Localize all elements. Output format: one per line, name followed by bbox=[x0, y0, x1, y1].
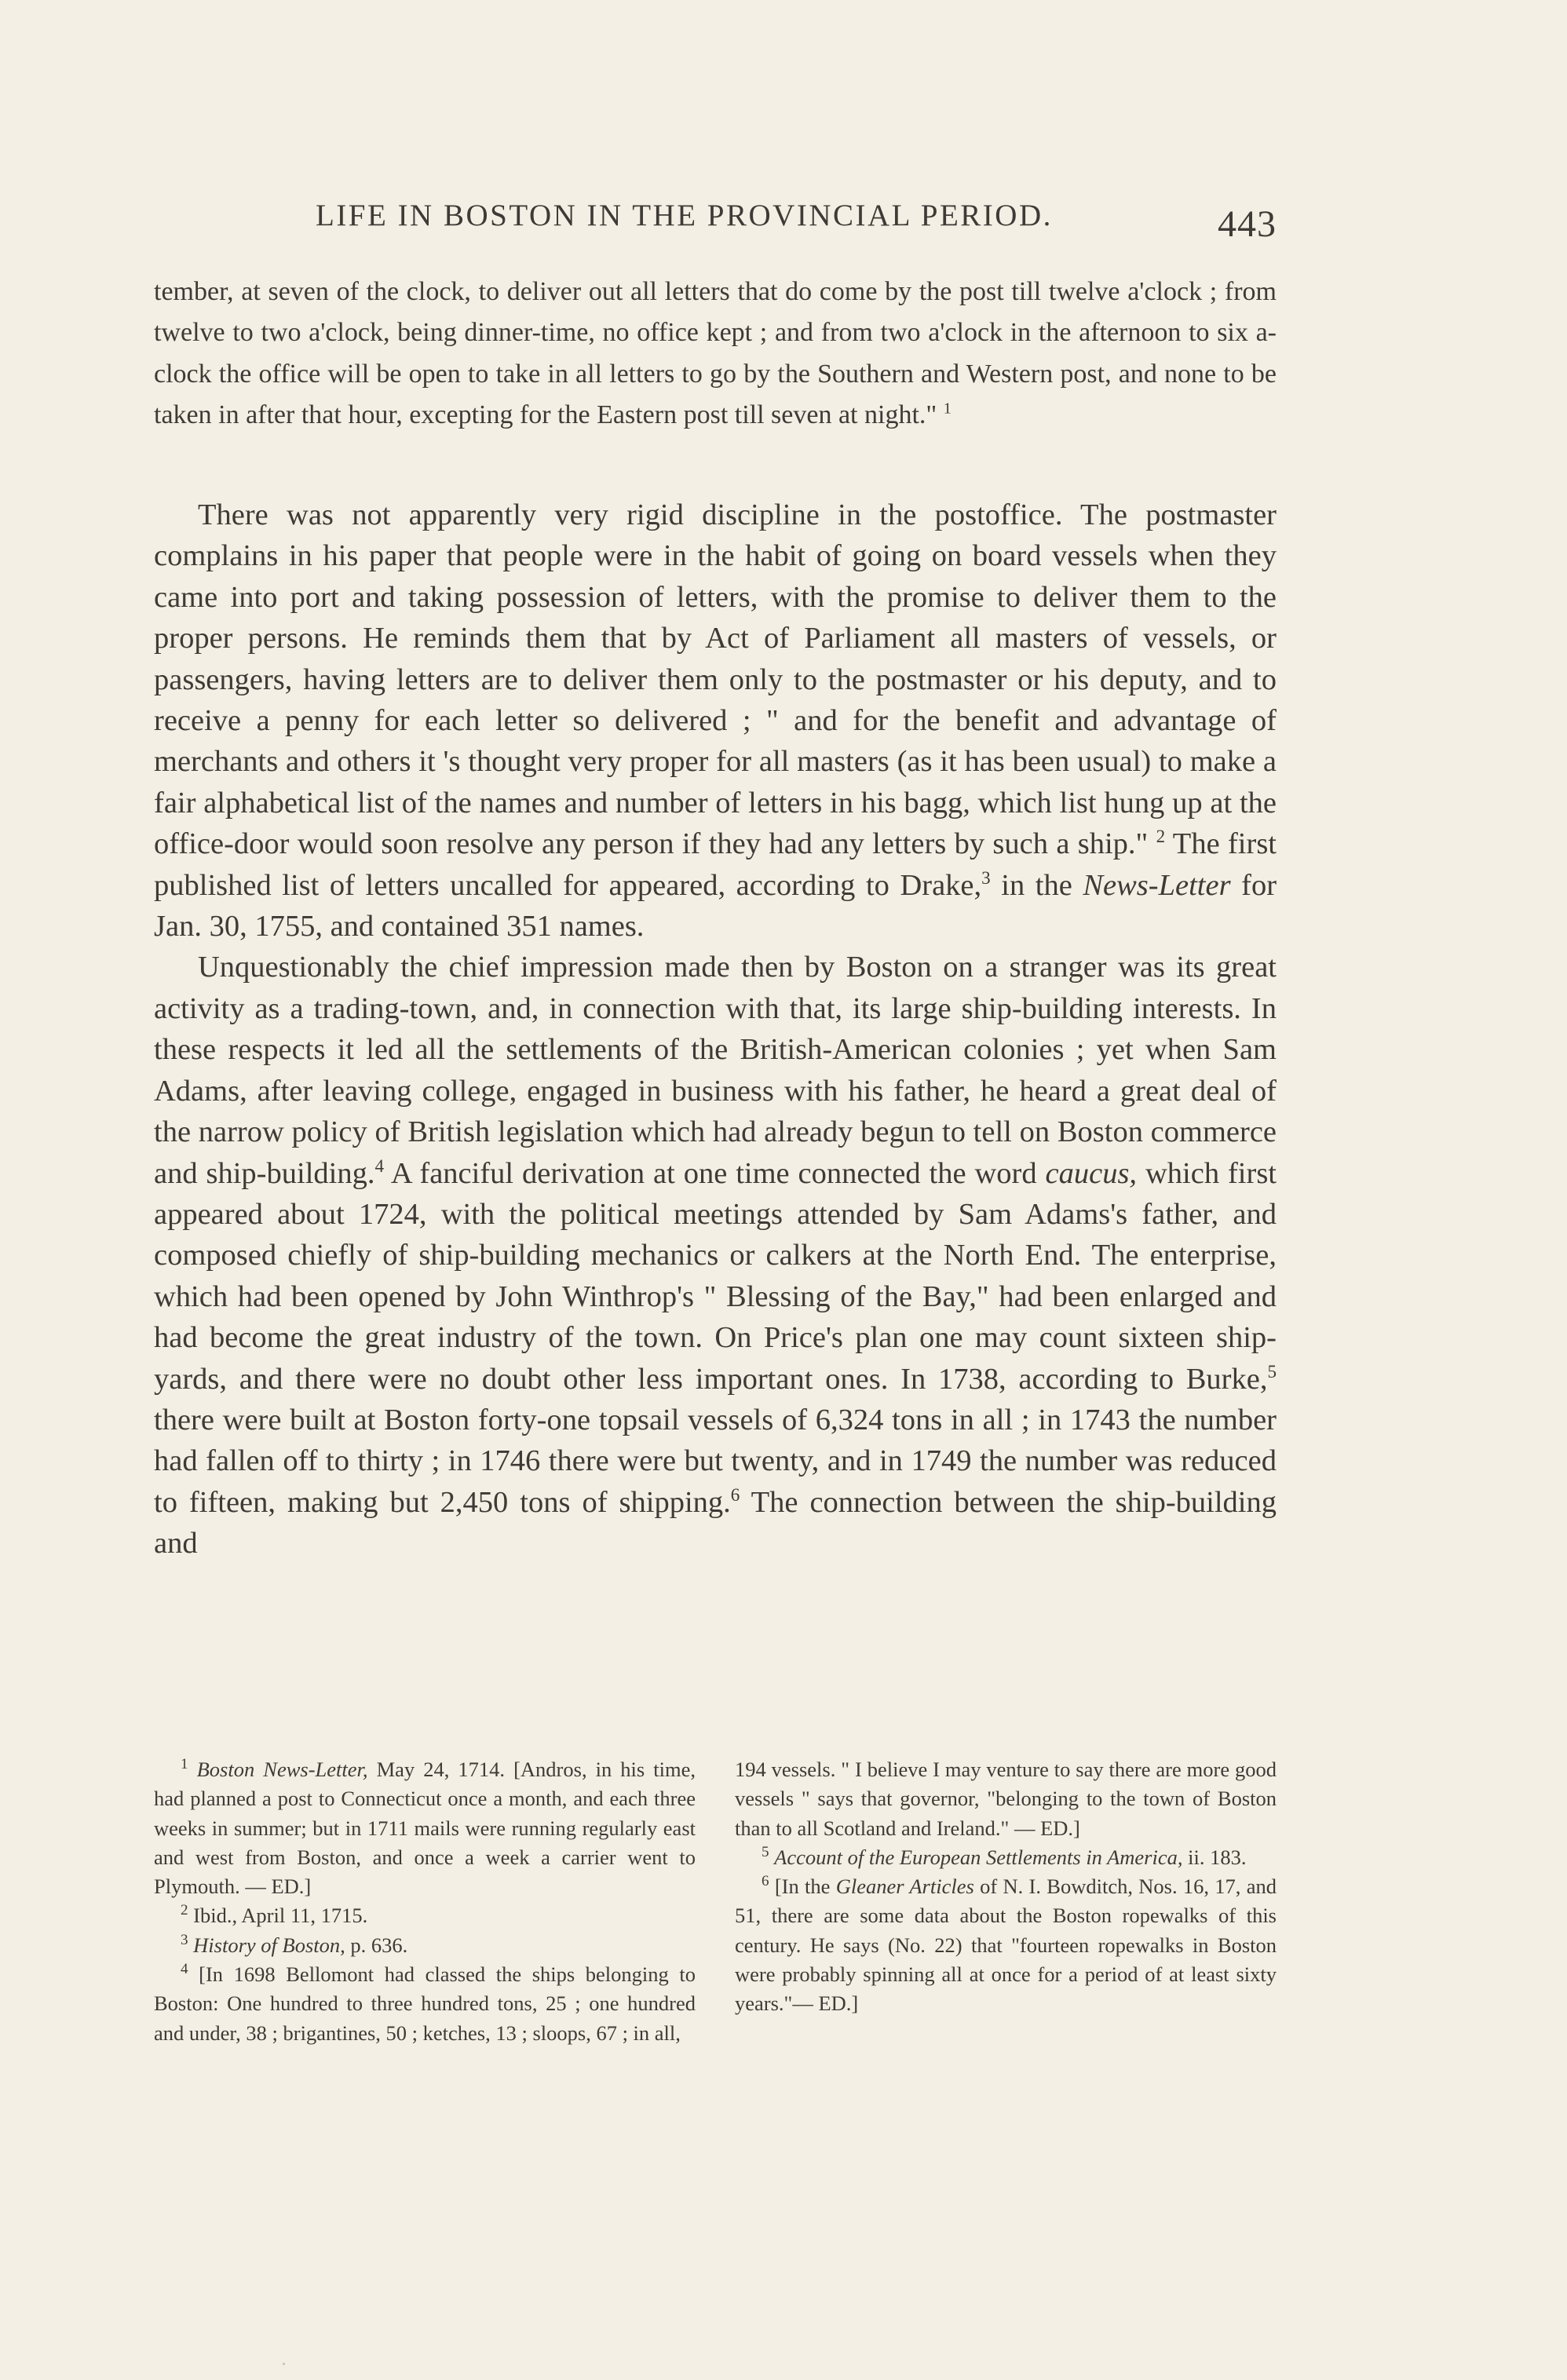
footnote-marker: 6 bbox=[762, 1873, 769, 1890]
paragraph-1-text-b: The first published list of letters uncalled for appeared, according to Drake, bbox=[154, 827, 1277, 902]
footnote-ref-1: 1 bbox=[943, 400, 952, 418]
footnote-marker: 4 bbox=[181, 1961, 188, 1978]
footnote-marker: 3 bbox=[181, 1931, 188, 1948]
paragraph-2-text-d: there were built at Boston forty-one topsail vessels of 6,324 tons in all ; in 1743 the number had fallen off to thirty ; in 1746 there were but twenty, and in 1749 the number was reduced to fifteen, making but 2,450 tons of shipping. bbox=[154, 1403, 1277, 1519]
running-title: LIFE IN BOSTON IN THE PROVINCIAL PERIOD. bbox=[316, 199, 1053, 232]
paragraph-2-text-e: The connection between the ship-building and bbox=[154, 1485, 1277, 1561]
footnote-2 bbox=[154, 1901, 696, 1930]
paragraph-2-text-c: which first appeared about 1724, with the political meetings attended by Sam Adams's father, and composed chiefly of ship-building mechanics or calkers at the North End. The enterprise, which had been opened by John Winthrop's " Blessing of the Bay," had been enlarged and had become the great industry of the town. On Price's plan one may count sixteen ship-yards, and there were no doubt other less important ones. In 1738, according to Burke, bbox=[154, 1156, 1277, 1396]
footnote-marker: 1 bbox=[181, 1756, 188, 1773]
footnotes bbox=[154, 1755, 1277, 2048]
paragraph-1-text-a: There was not apparently very rigid discipline in the postoffice. The postmaster complains in his paper that people were in the habit of going on board vessels when they came into port and taking possession of letters, with the promise to deliver them to the proper persons. He reminds them that by Act of Parliament all masters of vessels, or passengers, having letters are to deliver them only to the postmaster or his deputy, and to receive a penny for each letter so delivered ; " and for the benefit and advantage of merchants and others it 's thought very proper for all masters (as it has been usual) to make a fair alphabetical list of the names and number of letters in his bagg, which list hung up at the office-door would soon resolve any person if they had any letters by such a ship." bbox=[154, 498, 1277, 861]
footnote-ref-2: 2 bbox=[1156, 826, 1166, 847]
footnotes-right-column bbox=[735, 1755, 1277, 2048]
footnote-3 bbox=[154, 1931, 696, 1960]
paragraph-2-text-b: A fanciful derivation at one time connected the word bbox=[390, 1156, 1037, 1190]
footnote-marker: 2 bbox=[181, 1902, 188, 1919]
paragraph-1-text-c: in the bbox=[1001, 868, 1072, 902]
footnote-ref-5: 5 bbox=[1267, 1360, 1277, 1382]
footnote-marker: 5 bbox=[762, 1844, 769, 1861]
lead-text: tember, at seven of the clock, to deliver out all letters that do come by the post till twelve a'clock ; from twelve to two a'clock, being dinner-time, no office kept ; and from two a'clock in the afternoon to six a-clock the office will be open to take in all letters to go by the Southern and Western post, and none to be taken in after that hour, excepting for the Eastern post till seven at night." bbox=[154, 277, 1277, 429]
footnote-4-text: [In 1698 Bellomont had classed the ships belonging to Boston: One hundred to three hundred tons, 25 ; one hundred and under, 38 ; brigantines, 50 ; ketches, 13 ; sloops, 67 ; in all, bbox=[154, 1962, 696, 2045]
footnote-1-text: May 24, 1714. [Andros, in his time, had planned a post to Connecticut once a month, and each three weeks in summer; but in 1711 mails were running regularly east and west from Boston, and once a week a carrier went to Plymouth. — ED.] bbox=[154, 1758, 696, 1899]
footnote-1-source: Boston News-Letter, bbox=[196, 1758, 368, 1781]
footnote-ref-4: 4 bbox=[374, 1155, 385, 1176]
footnote-1 bbox=[154, 1755, 696, 1901]
caucus-term: caucus, bbox=[1045, 1156, 1138, 1190]
footnote-5-text: ii. 183. bbox=[1188, 1845, 1247, 1869]
footnote-6-source: Gleaner Articles bbox=[835, 1874, 974, 1899]
page-number: 443 bbox=[1218, 203, 1277, 245]
paragraph-shipbuilding bbox=[154, 947, 1277, 1564]
paper-speck bbox=[283, 2363, 285, 2365]
paragraph-2-text-a: Unquestionably the chief impression made then by Boston on a stranger was its great activity as a trading-town, and, in connection with that, its large ship-building interests. In these respects it led all the settlements of the British-American colonies ; yet when Sam Adams, after leaving college, engaged in business with his father, he heard a great deal of the narrow policy of British legislation which had already begun to tell on Boston commerce and ship-building. bbox=[154, 951, 1277, 1190]
footnote-ref-6: 6 bbox=[730, 1484, 740, 1505]
footnotes-left-column bbox=[154, 1755, 696, 2048]
paragraph-1-text-d: for Jan. 30, 1755, and contained 351 names. bbox=[154, 868, 1277, 944]
body-text bbox=[154, 495, 1277, 1564]
continued-paragraph bbox=[154, 272, 1277, 436]
footnote-ref-3: 3 bbox=[981, 867, 991, 888]
footnote-6-text-b: of N. I. Bowditch, Nos. 16, 17, and 51, there are some data about the Boston ropewalks of this century. He says (No. 22) that "fourteen ropewalks in Boston were probably spinning all at once for a period of at least sixty years."— ED.] bbox=[735, 1874, 1277, 2016]
footnote-6-text-a: [In the bbox=[774, 1874, 831, 1899]
footnote-6 bbox=[735, 1872, 1277, 2018]
footnote-3-text: p. 636. bbox=[350, 1933, 408, 1957]
footnote-2-text: Ibid., April 11, 1715. bbox=[193, 1904, 368, 1928]
footnote-4-continuation: 194 vessels. " I believe I may venture to say there are more good vessels " says that governor, "belonging to the town of Boston than to all Scotland and Ireland." — ED.] bbox=[735, 1758, 1277, 1840]
footnote-5 bbox=[735, 1843, 1277, 1872]
running-head bbox=[154, 196, 1277, 251]
newspaper-title: News-Letter bbox=[1083, 868, 1231, 902]
paragraph-postoffice bbox=[154, 495, 1277, 947]
footnote-3-source: History of Boston, bbox=[193, 1933, 345, 1957]
footnote-4-continued bbox=[735, 1755, 1277, 1843]
footnote-4 bbox=[154, 1960, 696, 2048]
footnote-5-source: Account of the European Settlements in America, bbox=[774, 1845, 1183, 1869]
